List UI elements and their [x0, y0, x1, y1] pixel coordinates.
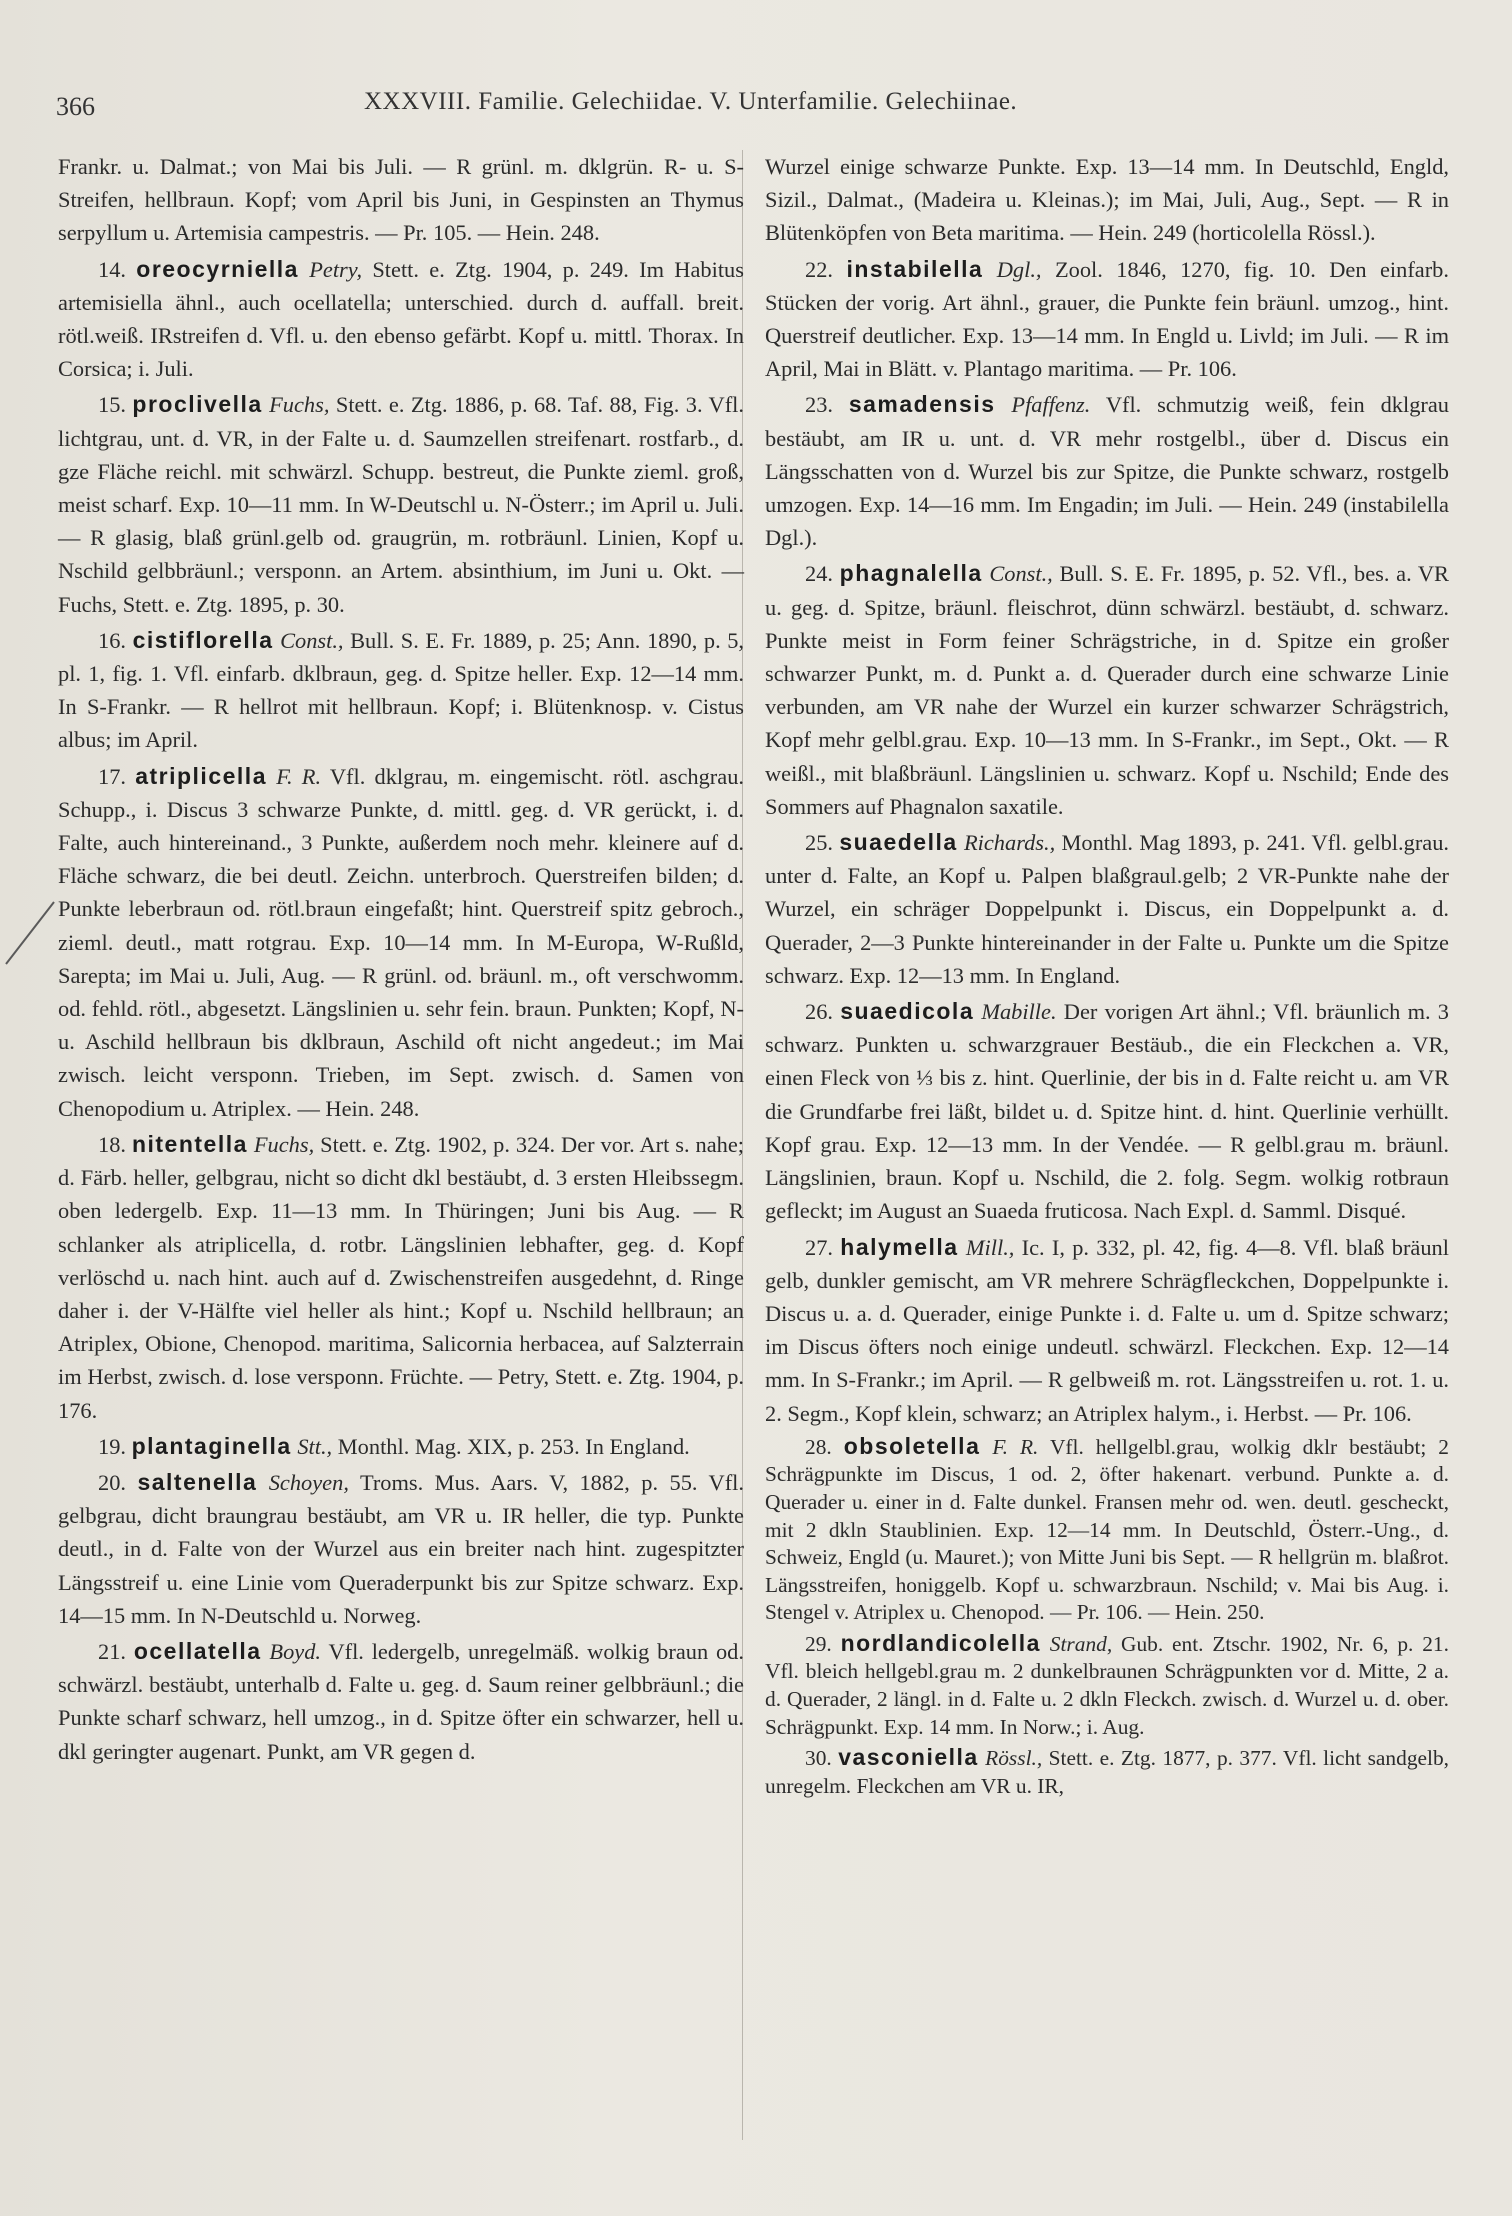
author-citation: Mill., — [965, 1234, 1015, 1260]
species-name: nitentella — [131, 1130, 248, 1157]
entry-number: 24. — [805, 561, 833, 587]
entry-text: Stett. e. Ztg. 1904, p. 249. Im Habitus artemisiella ähnl., auch ocellatella; unterschied. durch d. auffall. breit. rötl.weiß. IRstreifen d. Vfl. u. den ebenso gefärbt. Kopf u. mittl. Thorax. In Corsica; i. Juli. — [58, 256, 744, 382]
species-entry — [765, 1744, 1449, 1800]
species-entry — [765, 1231, 1449, 1430]
entry-number: 29. — [805, 1631, 832, 1656]
species-name: proclivella — [132, 391, 263, 418]
species-entry — [58, 1430, 744, 1463]
left-column — [58, 150, 744, 1771]
page-header — [56, 88, 1456, 128]
species-entry — [765, 826, 1449, 992]
entry-number: 21. — [98, 1638, 126, 1664]
entry-number: 26. — [805, 999, 833, 1025]
entry-number: 22. — [805, 256, 833, 282]
species-entry — [58, 388, 744, 620]
entry-text: Vfl. schmutzig weiß, fein dklgrau bestäubt, am IR u. unt. d. VR mehr rostgelbl., über d. Discus ein Längsschatten von d. Wurzel bis zur Spitze, die Punkte schwarz, rostgelb umzogen. Exp. 14—16 mm. Im Engadin; im Juli. — Hein. 249 (instabilella Dgl.). — [765, 392, 1449, 551]
species-name: phagnalella — [839, 560, 983, 587]
author-citation: Schoyen, — [268, 1469, 349, 1495]
species-name: oreocyrniella — [136, 255, 299, 282]
species-name: instabilella — [846, 255, 984, 282]
species-name: halymella — [840, 1233, 959, 1260]
species-entry — [765, 1433, 1449, 1627]
author-citation: Mabille. — [981, 999, 1057, 1025]
author-citation: Rössl., — [985, 1746, 1043, 1771]
author-citation: Pfaffenz. — [1011, 392, 1091, 418]
author-citation: Stt., — [297, 1433, 333, 1459]
species-name: saltenella — [137, 1468, 258, 1495]
entry-text: Zool. 1846, 1270, fig. 10. Den einfarb. Stücken der vorig. Art ähnl., grauer, die Punkte fein bräunl. umzog., hint. Querstreif deutlicher. Exp. 13—14 mm. In Engld u. Livld; im Juli. — R im April, Mai in Blätt. v. Plantago maritima. — Pr. 106. — [765, 256, 1449, 382]
entry-number: 20. — [98, 1469, 126, 1495]
author-citation: Dgl., — [996, 256, 1042, 282]
author-citation: Fuchs, — [253, 1131, 315, 1157]
species-name: ocellatella — [133, 1637, 262, 1664]
species-entry — [58, 150, 744, 250]
entry-number: 19. — [98, 1433, 126, 1459]
species-name: cistiflorella — [132, 626, 274, 653]
running-title: XXXVIII. Familie. Gelechiidae. V. Unterfamilie. Gelechiinae. — [364, 88, 1018, 115]
entry-text: Vfl. ledergelb, unregelmäß. wolkig braun od. schwärzl. bestäubt, unterhalb d. Falte u. geg. d. Saum reiner gelbbräunl.; die Punkte scharf schwarz, hell umzog., in d. Spitze öfter ein schwarzer, hell u. dkl geringter augenart. Punkt, am VR gegen d. — [58, 1638, 744, 1764]
entry-number: 14. — [98, 256, 126, 282]
entry-text: Stett. e. Ztg. 1902, p. 324. Der vor. Art s. nahe; d. Färb. heller, gelbgrau, nicht so dicht dkl bestäubt, d. 3 ersten Hleibssegm. oben ledergelb. Exp. 11—13 mm. In Thüringen; Juni bis Aug. — R schlanker als atriplicella, d. rotbr. Längslinien lebhafter, geg. d. Kopf verlöschd u. nach hint. auch auf d. Zwischenstreifen ausgedehnt, d. Ringe daher i. der V-Hälfte viel heller als hint.; Kopf u. Nschild hellbraun; an Atriplex, Obione, Chenopod. maritima, Salicornia herbacea, auf Salzterrain im Herbst, zwisch. d. lose versponn. Früchte. — Petry, Stett. e. Ztg. 1904, p. 176. — [58, 1131, 744, 1423]
right-column — [765, 150, 1449, 1803]
species-entry — [58, 1635, 744, 1768]
entry-text: Monthl. Mag 1893, p. 241. Vfl. gelbl.grau. unter d. Falte, an Kopf u. Palpen blaßgraul.gelb; 2 VR-Punkte nahe der Wurzel, ein schräger Doppelpunkt i. Discus, ein Doppelpunkt a. d. Querader, 2—3 Punkte hintereinander in der Falte u. Punkte um die Spitze schwarz. Exp. 12—13 mm. In England. — [765, 830, 1450, 988]
species-entry — [765, 388, 1449, 554]
entry-text: Frankr. u. Dalmat.; von Mai bis Juli. — R grünl. m. dklgrün. R- u. S-Streifen, hellbraun. Kopf; vom April bis Juni, in Gespinsten an Thymus serpyllum u. Artemisia campestris. — Pr. 105. — Hein. 248. — [58, 154, 744, 246]
species-name: atriplicella — [135, 762, 267, 789]
species-name: vasconiella — [838, 1744, 979, 1771]
entry-text: Stett. e. Ztg. 1877, p. 377. Vfl. licht sandgelb, unregelm. Fleckchen am VR u. IR, — [765, 1746, 1449, 1798]
author-citation: Boyd. — [269, 1638, 321, 1664]
species-name: suaedicola — [840, 998, 975, 1025]
page-number: 366 — [56, 92, 95, 121]
entry-text: Monthl. Mag. XIX, p. 253. In England. — [337, 1433, 690, 1459]
entry-text: Der vorigen Art ähnl.; Vfl. bräunlich m. 3 schwarz. Punkten u. schwarzgrauer Bestäub., die ein Fleckchen a. VR, einen Fleck von ⅓ bis z. hint. Querlinie, der bis in d. Falte reicht u. am VR die Grundfarbe frei läßt, bildet u. d. Spitze hint. d. hint. Querlinie verhüllt. Kopf grau. Exp. 12—13 mm. In der Vendée. — R gelbl.grau m. bräunl. Längslinien, braun. Kopf u. Nschild, die 2. folg. Segm. wolkig rotbraun gefleckt; im August an Suaeda fruticosa. Nach Expl. d. Samml. Disqué. — [765, 999, 1449, 1224]
species-entry — [58, 624, 744, 757]
species-name: nordlandicolella — [840, 1629, 1041, 1656]
entry-text: Vfl. hellgelbl.grau, wolkig dklr bestäubt; 2 Schrägpunkte im Discus, 1 od. 2, öfter hakenart. verbund. Punkte a. d. Querader u. einer in d. Falte dunkel. Fransen mehr od. wen. deutl. gescheckt, mit 2 dkln Staublinien. Exp. 12—14 mm. In Deutschld, Österr.-Ung., d. Schweiz, Engld (u. Mauret.); von Mitte Juni bis Sept. — R hellgrün m. blaßrot. Längsstreifen, honiggelb. Kopf u. schwarzbraun. Nschild; v. Mai bis Aug. i. Stengel v. Atriplex u. Chenopod. — Pr. 106. — Hein. 250. — [765, 1434, 1449, 1625]
entry-number: 23. — [805, 392, 833, 418]
entry-number: 28. — [805, 1434, 832, 1459]
author-citation: F. R. — [276, 763, 322, 789]
species-entry — [58, 1466, 744, 1632]
entry-number: 25. — [805, 830, 833, 856]
author-citation: F. R. — [992, 1434, 1039, 1459]
entry-number: 17. — [98, 763, 126, 789]
entry-number: 15. — [98, 392, 126, 418]
author-citation: Const., — [280, 627, 344, 653]
pencil-mark-icon — [2, 898, 58, 968]
entry-text: Troms. Mus. Aars. V, 1882, p. 55. Vfl. gelbgrau, dicht braungrau bestäubt, am VR u. IR heller, die typ. Punkte deutl., in d. Falte von der Wurzel aus ein breiter nach hint. zugespitzter Längsstreif u. eine Linie vom Queraderpunkt bis zur Spitze schwarz. Exp. 14—15 mm. In N-Deutschld u. Norweg. — [58, 1469, 744, 1628]
species-entry — [765, 253, 1449, 386]
entry-number: 27. — [805, 1234, 833, 1260]
entry-text: Bull. S. E. Fr. 1889, p. 25; Ann. 1890, p. 5, pl. 1, fig. 1. Vfl. einfarb. dklbraun, geg. d. Spitze heller. Exp. 12—14 mm. In S-Frankr. — R hellrot mit hellbraun. Kopf; i. Blütenknosp. v. Cistus albus; im April. — [58, 627, 745, 753]
species-entry — [765, 1630, 1449, 1741]
species-entry — [58, 253, 744, 386]
species-entry — [765, 557, 1449, 823]
species-entry — [765, 995, 1449, 1227]
species-name: obsoletella — [843, 1432, 981, 1459]
entry-text: Ic. I, p. 332, pl. 42, fig. 4—8. Vfl. blaß bräunl gelb, dunkler gemischt, am VR mehrere Schrägfleckchen, Doppelpunkte i. Discus u. a. d. Querader, einige Punkte i. d. Falte u. um d. Spitze schwarz; im Discus öfters noch einige undeutl. schwärzl. Fleckchen. Exp. 12—14 mm. In S-Frankr.; im April. — R gelbweiß m. rot. Längsstreifen u. rot. 1. u. 2. Segm., Kopf klein, schwarz; an Atriplex halym., i. Herbst. — Pr. 106. — [765, 1234, 1449, 1426]
species-entry — [58, 1128, 744, 1427]
entry-text: Wurzel einige schwarze Punkte. Exp. 13—14 mm. In Deutschld, Engld, Sizil., Dalmat., (Madeira u. Kleinas.); im Mai, Juli, Aug., Sept. — R in Blütenköpfen von Beta maritima. — Hein. 249 (horticolella Rössl.). — [765, 154, 1449, 246]
author-citation: Strand, — [1049, 1631, 1113, 1656]
species-name: suaedella — [839, 829, 958, 856]
entry-number: 16. — [98, 627, 126, 653]
entry-text: Bull. S. E. Fr. 1895, p. 52. Vfl., bes. a. VR u. geg. d. Spitze, bräunl. fleischrot, dünn schwärzl. bestäubt, d. schwarz. Punkte meist in Form feiner Schrägstriche, in d. Spitze ein großer schwarzer Punkt, m. d. Punkt a. d. Querader durch eine schwarze Linie verbunden, am VR nahe der Wurzel ein kurzer schwarzer Schrägstrich, Kopf mehr gelbl.grau. Exp. 10—13 mm. In S-Frankr., im Sept., Okt. — R weißl., mit blaßbräunl. Längslinien u. schwarz. Kopf u. Nschild; Ende des Sommers auf Phagnalon saxatile. — [765, 561, 1449, 819]
entry-text: Gub. ent. Ztschr. 1902, Nr. 6, p. 21. Vfl. bleich hellgebl.grau m. 2 dunkelbraunen Schrägpunkten vor d. Mitte, 2 a. d. Querader, 2 längl. in d. Falte u. 2 dkln Fleckch. zwisch. d. Wurzel u. d. ober. Schrägpunkt. Exp. 14 mm. In Norw.; i. Aug. — [765, 1631, 1449, 1739]
entry-text: Stett. e. Ztg. 1886, p. 68. Taf. 88, Fig. 3. Vfl. lichtgrau, unt. d. VR, in der Falte u. d. Saumzellen streifenart. rostfarb., d. gze Fläche reichl. mit schwärzl. Schupp. bestreut, die Punkte zieml. groß, meist scharf. Exp. 10—11 mm. In W-Deutschl u. N-Österr.; im April u. Juli. — R glasig, blaß grünl.gelb od. graugrün, m. rotbräunl. Linien, Kopf u. Nschild gelbbräunl.; versponn. an Artem. absinthium, im Juni u. Okt. — Fuchs, Stett. e. Ztg. 1895, p. 30. — [58, 392, 744, 617]
species-entry — [765, 150, 1449, 250]
entry-text: Vfl. dklgrau, m. eingemischt. rötl. aschgrau. Schupp., i. Discus 3 schwarze Punkte, d. mittl. geg. d. VR gerückt, i. d. Falte, auch hintereinand., 3 Punkte, außerdem noch mehr. kleinere auf d. Fläche schwarz, die bei deutl. Zeichn. unterbroch. Querstreifen bilden; d. Punkte leberbraun od. rötl.braun eingefaßt; hint. Querstreif spitz gebroch., zieml. deutl., matt rotgrau. Exp. 10—14 mm. In M-Europa, W-Rußld, Sarepta; im Mai u. Juli, Aug. — R grünl. od. bräunl. m., oft verschwomm. od. fehld. rötl., abgesetzt. Längslinien u. sehr fein. braun. Punkten; Kopf, N- u. Aschild hellbraun bis dklbraun, Aschild oft nicht angedeut.; im Mai zwisch. leicht versponn. Trieben, im Sept. zwisch. d. Samen von Chenopodium u. Atriplex. — Hein. 248. — [58, 763, 744, 1121]
entry-number: 18. — [98, 1131, 126, 1157]
species-entry — [58, 760, 744, 1125]
author-citation: Richards., — [963, 830, 1056, 856]
author-citation: Fuchs, — [269, 392, 330, 418]
author-citation: Const., — [989, 561, 1053, 587]
entry-number: 30. — [805, 1746, 832, 1771]
author-citation: Petry, — [309, 256, 363, 282]
species-name: samadensis — [848, 391, 996, 418]
species-name: plantaginella — [131, 1432, 292, 1459]
